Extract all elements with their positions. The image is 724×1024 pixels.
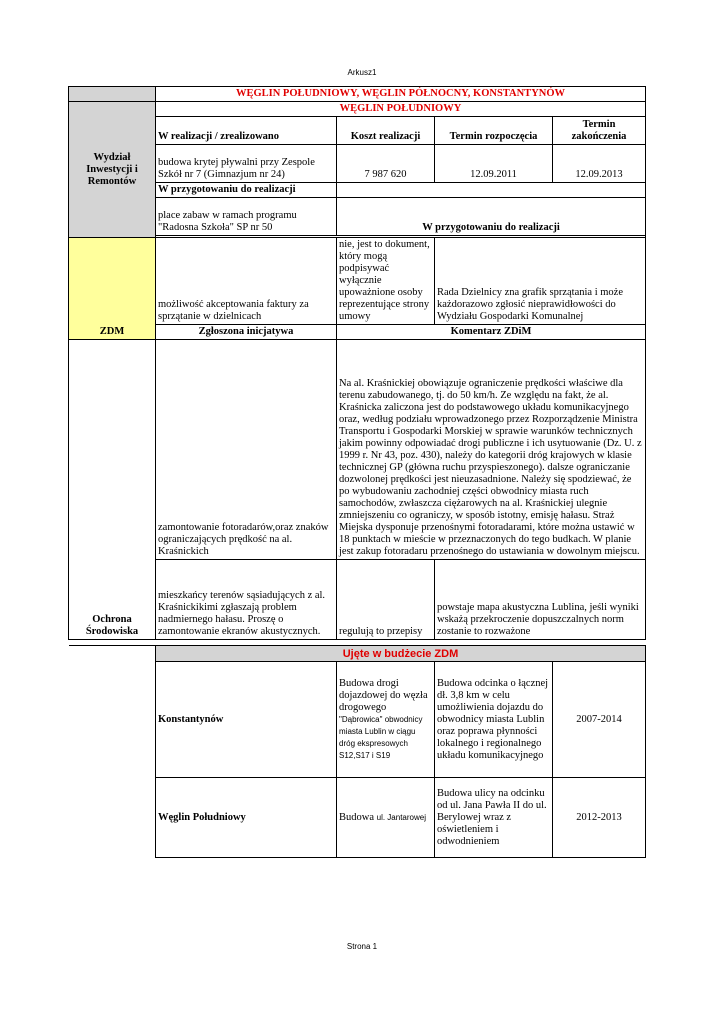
budget-desc: Budowa ulicy na odcinku od ul. Jana Pawła II do ul. Berylowej wraz z oświetleniem i odwodnieniem: [435, 778, 553, 858]
report-table: [68, 86, 646, 858]
zdm-comment-a: nie, jest to dokument, który mogą podpisywać wyłącznie upoważnione osoby reprezentujące strony umowy: [337, 238, 435, 325]
prep-status: W przygotowaniu do realizacji: [337, 198, 646, 236]
title-main: WĘGLIN POŁUDNIOWY, WĘGLIN PÓŁNOCNY, KONSTANTYNÓW: [156, 87, 646, 102]
budget-period: 2012-2013: [553, 778, 646, 858]
env-comment-1: Na al. Kraśnickiej obowiązuje ograniczenie prędkości właściwe dla terenu zabudowanego, tj. do 50 km/h. Ze względu na fakt, że al. Kraśnicka zaliczona jest do podstawowego układu komunikacyjnego oraz, według podziału wprowadzonego przez Rozporządzenie Ministra Transportu i Gospodarki Morskiej w sprawie warunków technicznych jakim powinny odpowiadać drogi publiczne i ich usytuowanie (Dz. U. z 1999 r. Nr 43, poz. 430), należy do kategorii dróg krajowych w klasie technicznej GP (główna ruchu przyspieszonego). dalsze ograniczanie dozwolonej prędkości jest nieuzasadnione. Należy się spodziewać, że po wybudowaniu zachodniej części obwodnicy miasta ruch samochodów, zwłaszcza ciężarowych na al. Kraśnickiej ulegnie zmniejszeniu co ograniczy, w sposób istotny, emisję hałasu. Straż Miejska dysponuje przenośnymi fotoradarami, które można ustawić w 18 punktach w mieście w przeznaczonych do tego budkach. W planie jest zakup fotoradaru przenośnego do ustawiania w dowolnym miejscu.: [337, 340, 646, 560]
sheet-name: Arkusz1: [347, 68, 377, 77]
env-initiative-2: mieszkańcy terenów sąsiadujących z al. Kraśnickikimi zgłaszają problem nadmiernego hałasu. Proszę o zamontowanie ekranów akustycznych.: [156, 560, 337, 640]
col-header-status: W realizacji / zrealizowano: [156, 117, 337, 145]
project-name: budowa krytej pływalni przy Zespole Szkół nr 7 (Gimnazjum nr 24): [156, 145, 337, 183]
col-header-start: Termin rozpoczęcia: [435, 117, 553, 145]
header-comment: Komentarz ZDiM: [337, 325, 646, 340]
project-end: 12.09.2013: [553, 145, 646, 183]
budget-name: Konstantynów: [156, 662, 337, 778]
budget-desc: Budowa odcinka o łącznej dł. 3,8 km w celu umożliwienia dojazdu do obwodnicy miasta Lublin oraz poprawa płynności lokalnego i regionalnego układu komunikacyjnego: [435, 662, 553, 778]
empty-left: [69, 662, 156, 778]
env-comment-2a: regulują to przepisy: [337, 560, 435, 640]
project-start: 12.09.2011: [435, 145, 553, 183]
budget-task-small: ul. Jantarowej: [376, 812, 426, 822]
project-cost: 7 987 620: [337, 145, 435, 183]
dept-zdm: ZDM: [69, 238, 156, 340]
dept-wir: Wydział Inwestycji i Remontów: [69, 102, 156, 238]
prep-header: W przygotowaniu do realizacji: [156, 183, 337, 198]
header-initiative: Zgłoszona inicjatywa: [156, 325, 337, 340]
zdm-comment-b: Rada Dzielnicy zna grafik sprzątania i może każdorazowo zgłosić nieprawidłowości do Wydziału Gospodarki Komunalnej: [435, 238, 646, 325]
prep-item: place zabaw w ramach programu "Radosna Szkoła" SP nr 50: [156, 198, 337, 236]
zdm-initiative: możliwość akceptowania faktury za sprzątanie w dzielnicach: [156, 238, 337, 325]
env-initiative-1: zamontowanie fotoradarów,oraz znaków ograniczających prędkość na al. Kraśnickich: [156, 340, 337, 560]
dept-environment: Ochrona Środowiska: [69, 340, 156, 640]
budget-task: [337, 662, 435, 778]
budget-header: Ujęte w budżecie ZDM: [156, 646, 646, 662]
page-footer: Strona 1: [346, 942, 378, 951]
corner-cell: [69, 87, 156, 102]
prep-header-empty: [337, 183, 646, 198]
budget-name: Węglin Południowy: [156, 778, 337, 858]
budget-period: 2007-2014: [553, 662, 646, 778]
budget-task-main: Budowa: [339, 811, 374, 823]
env-comment-2b: powstaje mapa akustyczna Lublina, jeśli wyniki wskażą przekroczenie dopuszczalnych norm zostanie to rozważone: [435, 560, 646, 640]
col-header-cost: Koszt realizacji: [337, 117, 435, 145]
budget-task: [337, 778, 435, 858]
col-header-end: Termin zakończenia: [553, 117, 646, 145]
title-sub: WĘGLIN POŁUDNIOWY: [156, 102, 646, 117]
empty-left: [69, 646, 156, 662]
empty-left: [69, 778, 156, 858]
budget-task-main: Budowa drogi dojazdowej do węzła drogowego: [339, 677, 428, 713]
budget-task-small: "Dąbrowica" obwodnicy miasta Lublin w ciągu dróg ekspresowych S12,S17 i S19: [339, 714, 423, 760]
